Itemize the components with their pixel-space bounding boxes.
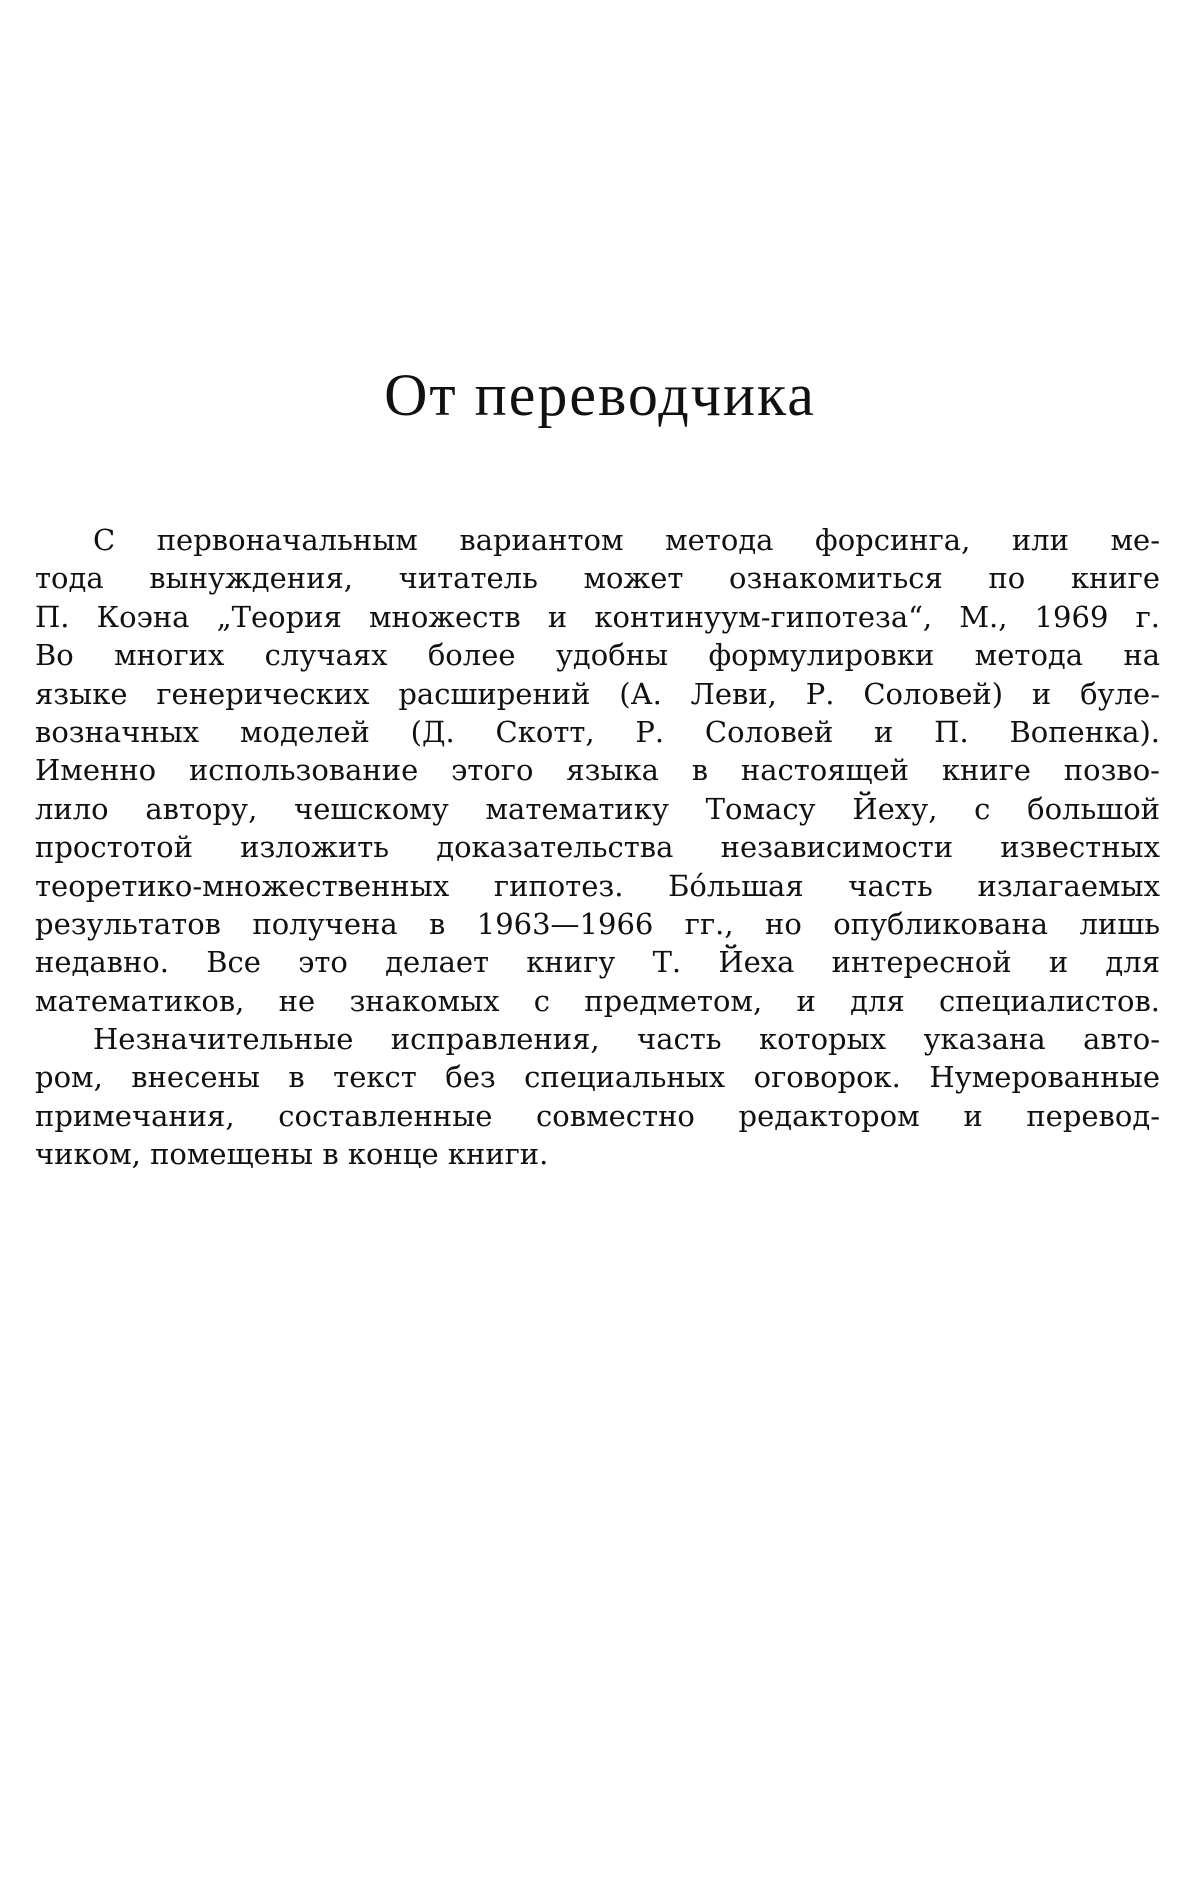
text-line: языке генерических расширений (А. Леви, Р. Соловей) и буле- <box>35 676 1160 711</box>
text-line: тода вынуждения, читатель может ознакомиться по книге <box>35 561 1160 596</box>
text-line: результатов получена в 1963—1966 гг., но опубликована лишь <box>35 906 1160 941</box>
text-line: недавно. Все это делает книгу Т. Йеха интересной и для <box>35 945 1160 980</box>
text-line: Именно использование этого языка в настоящей книге позво- <box>35 753 1160 788</box>
text-line: математиков, не знакомых с предметом, и для специалистов. <box>35 983 1160 1018</box>
text-line: примечания, составленные совместно редактором и перевод- <box>35 1098 1160 1133</box>
text-line: С первоначальным вариантом метода форсинга, или ме- <box>93 523 1160 557</box>
page-title: От переводчика <box>384 362 816 428</box>
text-line: простотой изложить доказательства независимости известных <box>35 830 1160 865</box>
paragraph-2 <box>35 1020 1160 1174</box>
paragraph-1 <box>35 521 1160 1020</box>
text-line: чиком, помещены в конце книги. <box>35 1137 549 1172</box>
text-line: Во многих случаях более удобны формулировки метода на <box>35 638 1160 673</box>
text-line: теоретико-множественных гипотез. Бóльшая часть излагаемых <box>35 868 1160 903</box>
text-line: П. Коэна „Теория множеств и континуум-гипотеза“, М., 1969 г. <box>35 599 1160 634</box>
text-line: возначных моделей (Д. Скотт, Р. Соловей и П. Вопенка). <box>35 714 1160 749</box>
text-line: ром, внесены в текст без специальных оговорок. Нумерованные <box>35 1060 1160 1095</box>
text-line: Незначительные исправления, часть которых указана авто- <box>93 1022 1160 1057</box>
body-text <box>35 521 1160 1174</box>
text-line: лило автору, чешскому математику Томасу Йеху, с большой <box>35 791 1160 826</box>
